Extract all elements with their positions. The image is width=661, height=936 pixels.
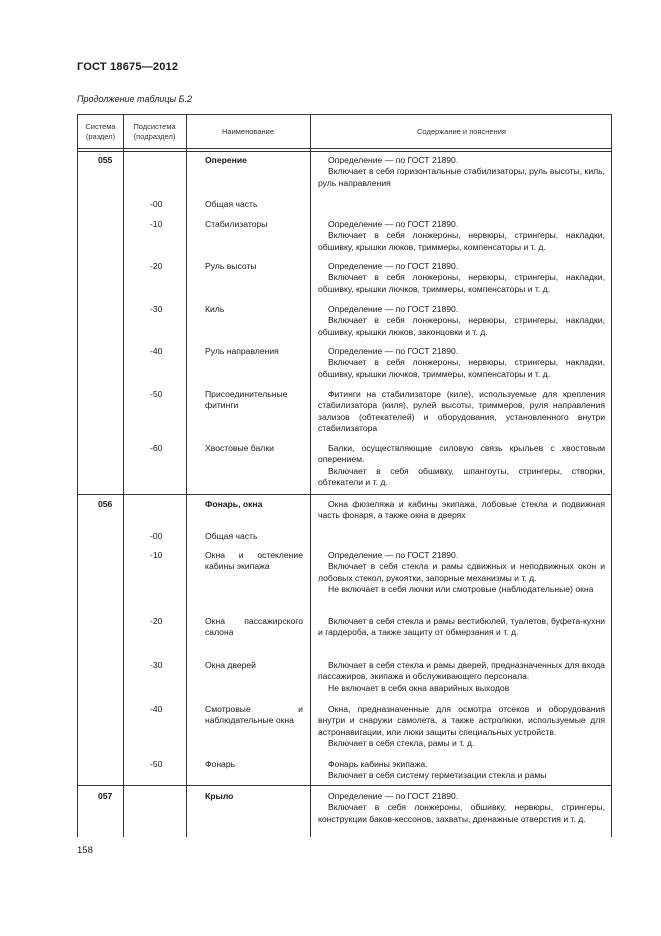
description-paragraph: Определение — по ГОСТ 21890. — [328, 346, 459, 356]
document-header: ГОСТ 18675—2012 — [77, 61, 179, 73]
item-name: Руль высоты — [205, 261, 257, 271]
item-description — [318, 261, 605, 295]
header-system: Система (раздел) — [85, 121, 116, 141]
item-name: Окна пассажирского салона — [205, 616, 303, 638]
subsystem-code: -10 — [150, 550, 163, 560]
description-paragraph: Определение — по ГОСТ 21890. — [328, 219, 459, 229]
item-description — [318, 155, 605, 189]
item-name: Киль — [205, 304, 225, 314]
description-paragraph: Включает в себя стекла и рамы дверей, предназначенных для входа пассажиров, экипажа и обслуживающего персонала. — [318, 660, 605, 682]
description-paragraph: Не включает в себя окна аварийных выходов — [328, 682, 510, 693]
item-description — [318, 759, 605, 782]
item-name: Присоединительные фитинги — [205, 389, 288, 411]
description-paragraph: Определение — по ГОСТ 21890. — [328, 791, 459, 801]
item-name: Оперение — [205, 155, 247, 165]
item-description — [318, 660, 605, 694]
item-name: Общая часть — [205, 531, 258, 541]
column-divider — [123, 115, 124, 837]
subsystem-code: -30 — [150, 660, 163, 670]
item-description — [318, 704, 605, 750]
subsystem-code: -20 — [150, 616, 163, 626]
description-paragraph: Определение — по ГОСТ 21890. — [328, 304, 459, 314]
section-rule — [78, 785, 611, 786]
description-paragraph: Включает в себя лонжероны, нервюры, стрингеры, накладки, обшивку, крышки люков, законцовки и т. д. — [318, 315, 605, 337]
subsystem-code: -60 — [150, 443, 163, 453]
page-number: 158 — [77, 845, 93, 856]
classification-table — [77, 114, 612, 837]
description-paragraph: Определение — по ГОСТ 21890. — [328, 261, 459, 271]
header-content: Содержание и пояснения — [417, 126, 506, 136]
description-paragraph: Включает в себя стекла и рамы сдвижных и неподвижных окон и лобовых стекол, рукоятки, запорные механизмы и т. д. — [318, 561, 605, 583]
subsystem-code: -00 — [150, 531, 163, 541]
section-rule — [78, 494, 611, 495]
description-paragraph: Включает в себя обшивку, шпангоуты, стрингеры, створки, обтекатели и т. д. — [318, 465, 605, 488]
description-paragraph: Включает в себя стекла и рамы вестибюлей, туалетов, буфета-кухни и гардероба, а также защиту от обмерзания и т. д. — [318, 616, 605, 638]
description-paragraph: Окна, предназначенные для осмотра отсеков и оборудования внутри и снаружи самолета, а также астролюки, используемые для астронавигации, или люки защиты специальных устройств. — [318, 704, 605, 737]
item-name: Фонарь — [205, 759, 236, 769]
item-name: Окна и остекление кабины экипажа — [205, 550, 303, 572]
description-paragraph: Фитинги на стабилизаторе (киле), используемые для крепления стабилизатора (киля), рулей высоты, триммеров, руля направления зализов (обтекателей) и оборудования, установленного внутри стабилизатора — [318, 389, 605, 434]
subsystem-code: -30 — [150, 304, 163, 314]
item-description — [318, 389, 605, 435]
description-paragraph: Включает в себя систему герметизации стекла и рамы — [328, 770, 547, 781]
item-description — [318, 346, 605, 380]
table-caption: Продолжение таблицы Б.2 — [77, 94, 193, 104]
subsystem-code: -50 — [150, 759, 163, 769]
description-paragraph: Окна фюзеляжа и кабины экипажа, лобовые стекла и подвижная часть фонаря, а также окна в дверях — [318, 499, 605, 521]
header-rule — [78, 151, 611, 152]
subsystem-code: -40 — [150, 704, 163, 714]
column-divider — [186, 115, 187, 837]
item-name: Крыло — [205, 791, 234, 801]
item-description — [318, 791, 605, 825]
subsystem-code: -00 — [150, 199, 163, 209]
subsystem-code: -10 — [150, 219, 163, 229]
description-paragraph: Включает в себя стекла, рамы и т. д. — [328, 738, 475, 749]
subsystem-code: -40 — [150, 346, 163, 356]
header-rule — [78, 148, 611, 149]
item-name: Общая часть — [205, 199, 258, 209]
header-subsystem: Подсистема (подраздел) — [133, 121, 176, 141]
system-code: 057 — [98, 791, 113, 801]
item-description — [318, 443, 605, 489]
description-paragraph: Включает в себя лонжероны, нервюры, стрингеры, накладки, обшивку, крышки люков, триммеры, компенсаторы и т. д. — [318, 230, 605, 252]
item-description — [318, 616, 605, 639]
description-paragraph: Включает в себя лонжероны, обшивку, нервюры, стрингеры, конструкции баков-кессонов, захваты, дренажные отверстия и т. д. — [318, 802, 605, 824]
description-paragraph: Определение — по ГОСТ 21890. — [328, 550, 459, 560]
column-divider — [310, 115, 311, 837]
item-description — [318, 550, 605, 596]
description-paragraph: Фонарь кабины экипажа. — [328, 759, 428, 769]
system-code: 055 — [98, 155, 113, 165]
subsystem-code: -50 — [150, 389, 163, 399]
header-name: Наименование — [222, 126, 274, 136]
description-paragraph: Включает в себя лонжероны, нервюры, стрингеры, накладки, обшивку, крышки лючков, триммеры, компенсаторы и т. д. — [318, 357, 605, 379]
item-name: Смотровые и наблюдательные окна — [205, 704, 303, 726]
item-description — [318, 304, 605, 338]
description-paragraph: Определение — по ГОСТ 21890. — [328, 155, 459, 165]
item-name: Фонарь, окна — [205, 499, 263, 509]
description-paragraph: Включает в себя горизонтальные стабилизаторы, руль высоты, киль, руль направления — [318, 166, 605, 188]
item-description — [318, 219, 605, 253]
system-code: 056 — [98, 499, 113, 509]
item-name: Руль направления — [205, 346, 279, 356]
description-paragraph: Включает в себя лонжероны, нервюры, стрингеры, накладки, обшивку, крышки лючков, триммеры, компенсаторы и т. д. — [318, 272, 605, 294]
item-name: Хвостовые балки — [205, 443, 274, 453]
item-name: Стабилизаторы — [205, 219, 268, 229]
subsystem-code: -20 — [150, 261, 163, 271]
description-paragraph: Балки, осуществляющие силовую связь крыльев с хвостовым оперением. — [318, 443, 605, 465]
item-name: Окна дверей — [205, 660, 256, 670]
description-paragraph: Не включает в себя лючки или смотровые (наблюдательные) окна — [328, 584, 594, 595]
item-description — [318, 499, 605, 522]
